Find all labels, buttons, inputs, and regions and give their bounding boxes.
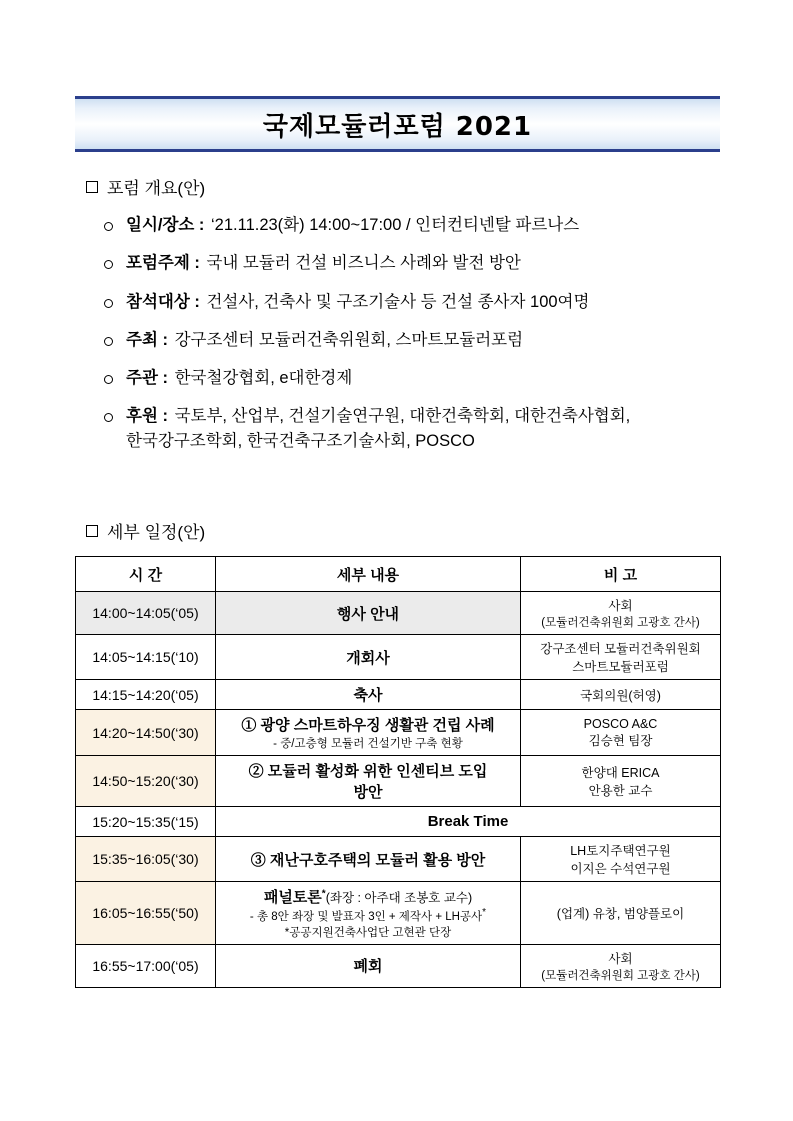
cell-time: 16:55~17:00(‘05) bbox=[76, 944, 216, 987]
table-row bbox=[76, 807, 721, 837]
cell-content-superscript: * bbox=[321, 888, 326, 900]
cell-content bbox=[216, 710, 521, 756]
section-heading-overview bbox=[86, 174, 205, 199]
cell-content-main bbox=[220, 886, 516, 907]
overview-list bbox=[104, 214, 734, 468]
cell-note bbox=[521, 592, 721, 635]
cell-content-title: 패널토론 bbox=[263, 889, 322, 906]
column-header-content: 세부 내용 bbox=[216, 557, 521, 592]
table-row bbox=[76, 710, 721, 756]
column-header-note: 비 고 bbox=[521, 557, 721, 592]
cell-content-sub: - 중/고층형 모듈러 건설기반 구축 현황 bbox=[273, 738, 463, 750]
cell-note bbox=[521, 756, 721, 807]
table-row bbox=[76, 635, 721, 680]
cell-note-sub: (모듈러건축위원회 고광호 간사) bbox=[541, 617, 700, 629]
table-header-row bbox=[76, 557, 721, 592]
cell-content bbox=[216, 882, 521, 945]
list-item-text: 강구조센터 모듈러건축위원회, 스마트모듈러포럼 bbox=[174, 330, 524, 349]
list-item bbox=[104, 252, 734, 274]
section-heading-schedule bbox=[86, 518, 205, 543]
document-title-banner bbox=[75, 96, 720, 152]
cell-note-main: 강구조센터 모듈러건축위원회 bbox=[540, 642, 701, 656]
cell-note-sub: 스마트모듈러포럼 bbox=[572, 660, 669, 674]
list-item-text: 한국철강협회, e대한경제 bbox=[174, 369, 353, 388]
square-bullet-icon bbox=[86, 525, 98, 537]
cell-note: (업계) 유창, 범양플로이 bbox=[521, 882, 721, 945]
cell-content: 축사 bbox=[216, 680, 521, 710]
cell-note bbox=[521, 944, 721, 987]
list-item-label: 주최 : bbox=[126, 330, 168, 349]
cell-time: 14:50~15:20(‘30) bbox=[76, 756, 216, 807]
table-row bbox=[76, 680, 721, 710]
table-row bbox=[76, 944, 721, 987]
circle-bullet-icon bbox=[104, 337, 113, 346]
square-bullet-icon bbox=[86, 181, 98, 193]
cell-time: 16:05~16:55(‘50) bbox=[76, 882, 216, 945]
cell-note-main: 사회 bbox=[608, 951, 633, 966]
cell-content: 개회사 bbox=[216, 635, 521, 680]
cell-note-main: POSCO A&C bbox=[583, 716, 658, 731]
cell-note bbox=[521, 837, 721, 882]
cell-note-main: 한양대 ERICA bbox=[581, 766, 660, 780]
list-item bbox=[104, 367, 734, 389]
cell-content-sub-text: - 총 8안 좌장 및 발표자 3인 + 제작사 + LH공사 bbox=[249, 910, 483, 923]
list-item-label: 주관 : bbox=[126, 369, 168, 388]
list-item-text: 건설사, 건축사 및 구조기술사 등 건설 종사자 100여명 bbox=[206, 292, 590, 311]
list-item-text-line2: 한국강구조학회, 한국건축구조기술사회, POSCO bbox=[126, 431, 475, 450]
cell-note-sub: 안용한 교수 bbox=[588, 784, 653, 798]
cell-time: 14:15~14:20(‘05) bbox=[76, 680, 216, 710]
cell-note-sub: 이지은 수석연구원 bbox=[570, 862, 671, 876]
cell-content: Break Time bbox=[216, 807, 721, 837]
cell-content-sub-superscript: * bbox=[482, 907, 487, 918]
cell-note: 국회의원(허영) bbox=[521, 680, 721, 710]
list-item bbox=[104, 214, 734, 236]
list-item-label: 후원 : bbox=[126, 407, 168, 426]
table-row bbox=[76, 756, 721, 807]
list-item bbox=[104, 291, 734, 313]
cell-content: ③ 재난구호주택의 모듈러 활용 방안 bbox=[216, 837, 521, 882]
cell-content-sub bbox=[220, 907, 516, 924]
list-item bbox=[104, 405, 734, 452]
cell-content-sub2: *공공지원건축사업단 고현관 단장 bbox=[284, 926, 452, 939]
table-row bbox=[76, 837, 721, 882]
circle-bullet-icon bbox=[104, 413, 113, 422]
circle-bullet-icon bbox=[104, 375, 113, 384]
cell-content-line2: 방안 bbox=[353, 784, 383, 801]
list-item-label: 포럼주제 : bbox=[126, 254, 200, 273]
page-title: 국제모듈러포럼 2021 bbox=[262, 111, 533, 142]
table-row bbox=[76, 882, 721, 945]
cell-note-sub: (모듈러건축위원회 고광호 간사) bbox=[541, 969, 700, 982]
cell-content-paren: (좌장 : 아주대 조봉호 교수) bbox=[325, 891, 473, 905]
cell-content-main: ① 광양 스마트하우징 생활관 건립 사례 bbox=[241, 717, 495, 734]
list-item-text: 국내 모듈러 건설 비즈니스 사례와 발전 방안 bbox=[206, 254, 521, 273]
circle-bullet-icon bbox=[104, 260, 113, 269]
table-row bbox=[76, 592, 721, 635]
cell-content bbox=[216, 756, 521, 807]
cell-time: 14:00~14:05(‘05) bbox=[76, 592, 216, 635]
column-header-time: 시 간 bbox=[76, 557, 216, 592]
cell-note bbox=[521, 710, 721, 756]
cell-content-main: ② 모듈러 활성화 위한 인센티브 도입 bbox=[248, 763, 488, 780]
circle-bullet-icon bbox=[104, 222, 113, 231]
cell-content: 폐회 bbox=[216, 944, 521, 987]
schedule-table bbox=[75, 556, 721, 988]
list-item bbox=[104, 329, 734, 351]
cell-note-main: LH토지주택연구원 bbox=[570, 844, 671, 858]
circle-bullet-icon bbox=[104, 299, 113, 308]
cell-time: 14:20~14:50(‘30) bbox=[76, 710, 216, 756]
cell-time: 14:05~14:15(‘10) bbox=[76, 635, 216, 680]
cell-time: 15:35~16:05(‘30) bbox=[76, 837, 216, 882]
section-heading-overview-label: 포럼 개요(안) bbox=[107, 179, 206, 198]
list-item-text: ‘21.11.23(화) 14:00~17:00 / 인터컨티넨탈 파르나스 bbox=[211, 216, 580, 234]
cell-note bbox=[521, 635, 721, 680]
cell-note-sub: 김승현 팀장 bbox=[588, 733, 653, 748]
list-item-text: 국토부, 산업부, 건설기술연구원, 대한건축학회, 대한건축사협회, bbox=[174, 407, 631, 426]
list-item-label: 참석대상 : bbox=[126, 292, 200, 311]
section-heading-schedule-label: 세부 일정(안) bbox=[107, 523, 206, 542]
cell-note-main: 사회 bbox=[608, 599, 633, 613]
cell-content: 행사 안내 bbox=[216, 592, 521, 635]
list-item-label: 일시/장소 : bbox=[126, 216, 205, 234]
cell-time: 15:20~15:35(‘15) bbox=[76, 807, 216, 837]
